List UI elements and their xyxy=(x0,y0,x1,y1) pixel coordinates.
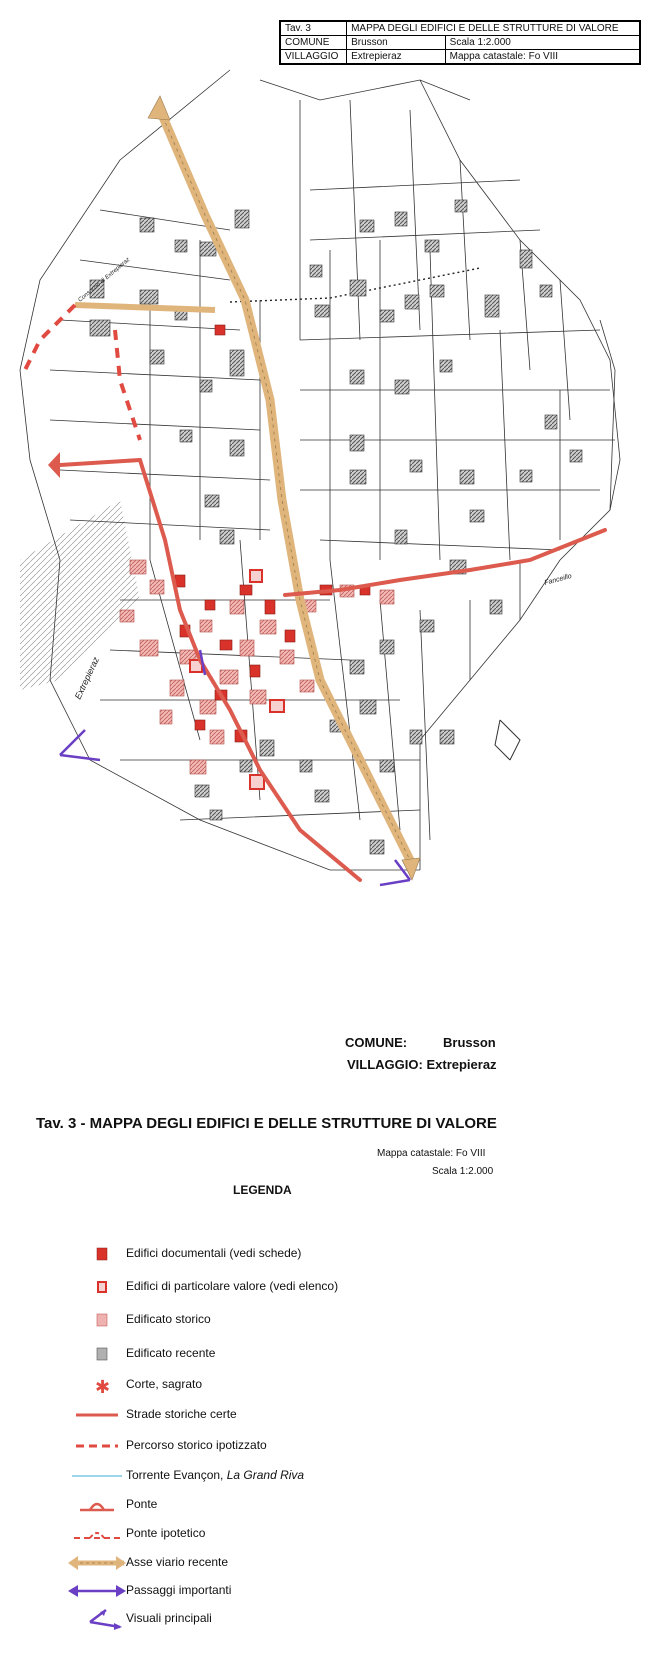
table-villaggio-value: Extrepieraz xyxy=(347,50,446,64)
historic-roads xyxy=(60,460,605,880)
table-comune-label: COMUNE xyxy=(281,36,347,50)
legend-item xyxy=(66,1404,486,1426)
table-comune-value: Brusson xyxy=(347,36,446,50)
red-dashed-line-icon xyxy=(66,1435,126,1457)
historic-road-arrow xyxy=(48,452,60,478)
slope-hatch xyxy=(20,500,140,690)
table-villaggio-label: VILLAGGIO xyxy=(281,50,347,64)
legend-label: Ponte ipotetico xyxy=(126,1526,206,1540)
legend-label: Strade storiche certe xyxy=(126,1407,237,1421)
legend-item xyxy=(66,1435,486,1457)
info-villaggio-label: VILLAGGIO: xyxy=(347,1057,423,1072)
table-title: MAPPA DEGLI EDIFICI E DELLE STRUTTURE DI VALORE xyxy=(347,22,640,36)
legend-item xyxy=(66,1343,486,1365)
legend-label xyxy=(126,1468,304,1482)
purple-view-arrows-icon xyxy=(66,1608,126,1630)
table-scale: Scala 1:2.000 xyxy=(445,36,639,50)
double-arrow-icon xyxy=(66,1552,126,1574)
purple-arrow-icon xyxy=(66,1580,126,1602)
legend-label: Edificato storico xyxy=(126,1312,211,1326)
legend-item xyxy=(66,1243,486,1265)
table-mappa: Mappa catastale: Fo VIII xyxy=(445,50,639,64)
legend-item xyxy=(66,1494,486,1516)
info-comune-label: COMUNE: xyxy=(345,1035,408,1050)
mappa-catastale: Mappa catastale: Fo VIII xyxy=(377,1148,486,1159)
info-villaggio-value: Extrepieraz xyxy=(426,1057,497,1072)
red-asterisk-icon xyxy=(66,1374,126,1396)
road-label-northwest: Consorzio di Extrepieraz xyxy=(77,256,132,304)
legend-label: Edifici documentali (vedi schede) xyxy=(126,1246,302,1260)
road-label-west: Extrepieraz xyxy=(72,655,102,701)
legend-label: Edificato recente xyxy=(126,1346,216,1360)
pink-square-icon xyxy=(66,1309,126,1331)
legend-label: Percorso storico ipotizzato xyxy=(126,1438,267,1452)
legend-item xyxy=(66,1276,486,1298)
info-villaggio xyxy=(347,1057,497,1072)
legend-label: Visuali principali xyxy=(126,1611,212,1625)
info-comune xyxy=(345,1035,407,1050)
legend-label: Passaggi importanti xyxy=(126,1583,232,1597)
legend-label-main: Torrente Evançon, xyxy=(126,1468,227,1482)
legend-item xyxy=(66,1374,486,1396)
legend-label: Asse viario recente xyxy=(126,1555,229,1569)
cadastral-map xyxy=(0,40,668,920)
blue-line-icon xyxy=(66,1465,126,1487)
info-comune-value: Brusson xyxy=(443,1035,496,1050)
red-solid-line-icon xyxy=(66,1404,126,1426)
info-comune-value-box xyxy=(443,1035,496,1050)
legend-item xyxy=(66,1465,486,1487)
svg-text:✱: ✱ xyxy=(95,1377,111,1396)
legend-label: Corte, sagrato xyxy=(126,1377,203,1391)
north-arrow-icon xyxy=(495,720,520,760)
legend-item xyxy=(66,1580,486,1602)
legend-item xyxy=(66,1552,486,1574)
legend-label-italic: La Grand Riva xyxy=(226,1468,305,1482)
legend-label: Edifici di particolare valore (vedi elenco) xyxy=(126,1279,339,1293)
scale: Scala 1:2.000 xyxy=(432,1166,494,1177)
passage-arrows xyxy=(60,650,410,885)
bridge-icon xyxy=(66,1494,126,1516)
legend-item xyxy=(66,1608,486,1630)
solid-red-square-icon xyxy=(66,1243,126,1265)
hypothesized-path xyxy=(25,305,140,440)
legend-item xyxy=(66,1523,486,1545)
red-outlined-square-icon xyxy=(66,1276,126,1298)
legend-label: Ponte xyxy=(126,1497,158,1511)
road-label-east: Fanceillo xyxy=(543,572,573,587)
dashed-bridge-icon xyxy=(66,1523,126,1545)
legend-title: LEGENDA xyxy=(233,1183,292,1197)
table-code: Tav. 3 xyxy=(281,22,347,36)
legend-item xyxy=(66,1309,486,1331)
page-title: Tav. 3 - MAPPA DEGLI EDIFICI E DELLE STRUTTURE DI VALORE xyxy=(36,1115,497,1132)
gray-square-icon xyxy=(66,1343,126,1365)
